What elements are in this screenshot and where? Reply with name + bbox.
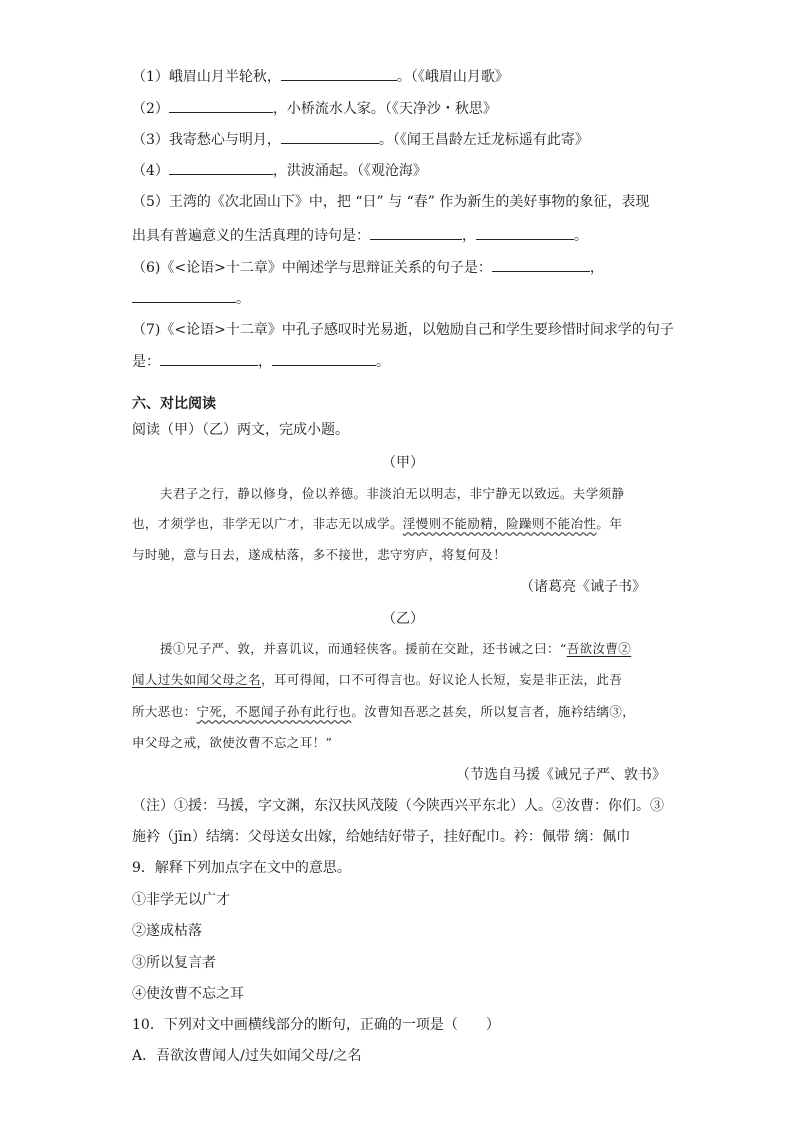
section-heading: 六、对比阅读 (132, 396, 216, 412)
jia-line-1: 夫君子之行，静以修身，俭以养德。非淡泊无以明志，非宁静无以致远。夫学须静 (160, 486, 625, 501)
answer-blank[interactable] (272, 351, 376, 366)
q6-end: 。 (236, 291, 250, 307)
recite-q5-line1: （5）王湾的《次北固山下》中，把 “日” 与 “春” 作为新生的美好事物的象征，表现 (132, 194, 650, 210)
answer-blank[interactable] (169, 98, 273, 113)
answer-blank[interactable] (169, 160, 273, 175)
question-9-item: ②遂成枯落 (132, 923, 202, 939)
q1-prefix: （1）峨眉山月半轮秋， (132, 69, 281, 85)
wavy-underlined-sentence: 淫慢则不能励精，险躁则不能冶性 (402, 516, 597, 531)
q3-prefix: （3）我寄愁心与明月， (132, 132, 281, 148)
question-9-item: ③所以复言者 (132, 955, 216, 971)
q5-sep: ， (462, 228, 476, 244)
recite-q7-line1: （7)《<论语>十二章》中孔子感叹时光易逝，以勉励自己和学生要珍惜时间求学的句子 (132, 322, 674, 338)
answer-blank[interactable] (281, 66, 397, 81)
q1-source: 。（《峨眉山月歌》 (396, 69, 509, 85)
wavy-underlined-sentence: 宁死，不愿闻子孙有此行也 (196, 704, 352, 719)
recite-q5-line2 (132, 225, 588, 246)
question-10-stem: 10．下列对文中画横线部分的断句，正确的一项是（ ） (132, 1017, 500, 1033)
yi-text: 。汝曹知吾恶之甚矣，所以复言者，施衿结缡③， (351, 704, 636, 719)
q2-prefix: （2） (132, 101, 169, 117)
yi-line-3 (132, 702, 635, 722)
yi-line-4: 申父母之戒，欲使汝曹不忘之耳！” (132, 735, 333, 750)
answer-blank[interactable] (160, 351, 258, 366)
q4-source: ，洪波涌起。（《观沧海》 (272, 163, 427, 179)
recite-q1 (132, 66, 509, 87)
yi-text: 所大恶也： (132, 704, 197, 719)
answer-blank[interactable] (370, 225, 462, 240)
answer-blank[interactable] (281, 129, 379, 144)
section-intro: 阅读（甲）（乙）两文，完成小题。 (132, 422, 349, 438)
recite-q2 (132, 98, 497, 119)
recite-q3 (132, 129, 589, 150)
yi-source: （节选自马援《诫兄子严、敦书》 (456, 767, 666, 783)
answer-blank[interactable] (492, 257, 590, 272)
underlined-sentence: 闻人过失如闻父母之名 (132, 672, 262, 687)
notes-line-2: 施衿（jīn）结缡：父母送女出嫁，给她结好带子，挂好配巾。衿：佩带 缡：佩巾 (132, 829, 631, 845)
underlined-sentence: 吾欲汝曹② (566, 641, 632, 656)
notes-line-1: （注）①援：马援，字文渊，东汉扶风茂陵（今陕西兴平东北）人。②汝曹：你们。③ (132, 798, 664, 814)
jia-text: 也，才须学也，非学无以广才，非志无以成学。 (132, 516, 403, 531)
jia-text: 。年 (596, 516, 623, 531)
question-9-item: ④使汝曹不忘之耳 (132, 986, 244, 1002)
yi-text: 援①兄子严、敦，并喜讥议，而通轻侠客。援前在交趾，还书诫之曰：“ (160, 641, 567, 656)
q5-end: 。 (574, 228, 588, 244)
passage-yi-title: （乙） (382, 611, 424, 627)
q2-source: ，小桥流水人家。（《天净沙・秋思》 (272, 101, 497, 117)
jia-source: （诸葛亮《诫子书》 (520, 579, 646, 595)
answer-blank[interactable] (132, 288, 236, 303)
q7-end: 。 (376, 354, 390, 370)
q7-sep: ， (258, 354, 272, 370)
yi-text: ，耳可得闻，口不可得言也。好议论人长短，妄是非正法，此吾 (261, 672, 623, 687)
q4-prefix: （4） (132, 163, 169, 179)
recite-q6-line2 (132, 288, 250, 309)
recite-q4 (132, 160, 427, 181)
yi-line-2 (132, 670, 622, 690)
recite-q6-line1 (132, 257, 604, 278)
q6-prefix: （6)《<论语>十二章》中阐述学与思辩证关系的句子是： (132, 260, 492, 276)
q5-prefix: 出具有普遍意义的生活真理的诗句是： (132, 228, 370, 244)
answer-blank[interactable] (476, 225, 574, 240)
question-9-stem: 9．解释下列加点字在文中的意思。 (132, 860, 351, 876)
q7-prefix: 是： (132, 354, 160, 370)
jia-line-3: 与时驰，意与日去，遂成枯落，多不接世，悲守穷庐，将复何及！ (132, 547, 507, 562)
recite-q7-line2 (132, 351, 390, 372)
q6-sep: ， (589, 260, 604, 276)
question-10-option-a[interactable]: A．吾欲汝曹闻人/过失如闻父母/之名 (132, 1048, 362, 1064)
passage-jia-title: （甲） (382, 455, 424, 471)
question-9-item: ①非学无以广才 (132, 892, 230, 908)
jia-line-2 (132, 514, 622, 534)
q3-source: 。（《闻王昌龄左迁龙标遥有此寄》 (378, 132, 589, 148)
yi-line-1 (160, 639, 631, 659)
